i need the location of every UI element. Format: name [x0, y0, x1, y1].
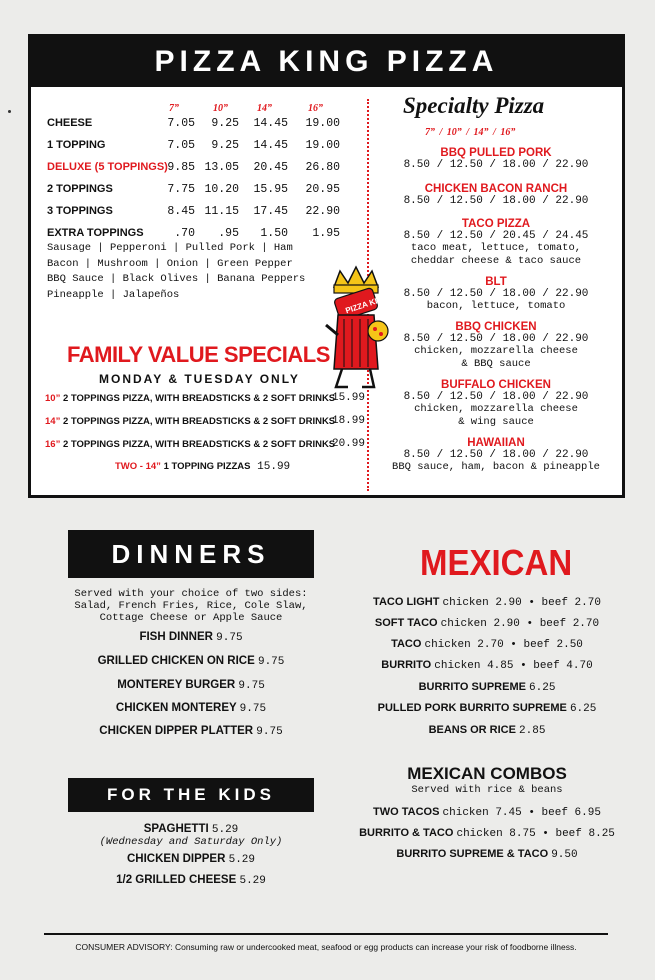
- mexican-price: 6.25: [569, 703, 597, 715]
- dinner-price: 9.75: [216, 632, 243, 644]
- price-cell: 20.95: [305, 183, 340, 196]
- combo-name: BURRITO & TACO: [359, 827, 454, 839]
- mexican-price: 2.85: [519, 725, 546, 737]
- specialty-desc: taco meat, lettuce, tomato,: [410, 242, 582, 254]
- specialty-name: BUFFALO CHICKEN: [441, 379, 551, 391]
- row-label: 2 TOPPINGS: [47, 183, 113, 195]
- price-cell: 7.75: [167, 183, 195, 196]
- specialty-name: BBQ CHICKEN: [455, 321, 537, 333]
- special-price: 18.99: [331, 415, 365, 427]
- dinners-desc-line: Cottage Cheese or Apple Sauce: [99, 612, 283, 624]
- size-header-10: 10”: [213, 103, 228, 114]
- price-cell: 1.95: [312, 227, 340, 240]
- combo-name: BURRITO SUPREME & TACO: [396, 848, 549, 860]
- mexican-name: TACO LIGHT: [373, 596, 440, 608]
- dinner-name: MONTEREY BURGER: [117, 679, 236, 691]
- advisory-divider: [44, 933, 608, 935]
- special-text: 2 TOPPINGS PIZZA, WITH BREADSTICKS & 2 SOFT DRINKS: [62, 393, 336, 404]
- kids-name: SPAGHETTI: [143, 823, 209, 835]
- size-header-14: 14”: [257, 103, 272, 114]
- mexican-item: [342, 681, 632, 694]
- specialty-price: 8.50 / 12.50 / 18.00 / 22.90: [403, 159, 589, 171]
- toppings-line: Bacon | Mushroom | Onion | Green Pepper: [47, 257, 293, 270]
- mexican-name: TACO: [391, 638, 422, 650]
- size-header-16: 16”: [308, 103, 323, 114]
- special-size: 10”: [45, 393, 61, 404]
- price-cell: 20.45: [253, 161, 288, 174]
- specialty-item: [371, 147, 621, 171]
- price-cell: 9.25: [211, 139, 239, 152]
- mexican-name: BURRITO: [381, 659, 432, 671]
- mexican-price: chicken 4.85 • beef 4.70: [434, 660, 593, 672]
- price-cell: 13.05: [204, 161, 239, 174]
- special-size: 16”: [45, 439, 61, 450]
- price-cell: 26.80: [305, 161, 340, 174]
- mexican-item: [342, 659, 632, 672]
- specialty-name: BLT: [485, 276, 507, 288]
- dinner-name: CHICKEN MONTEREY: [115, 702, 237, 714]
- dinner-item: [60, 725, 322, 738]
- combo-name: TWO TACOS: [373, 806, 440, 818]
- specialty-price: 8.50 / 12.50 / 18.00 / 22.90: [403, 288, 589, 300]
- toppings-line: BBQ Sauce | Black Olives | Banana Peppers: [47, 273, 306, 285]
- dinner-item: [60, 631, 322, 644]
- special-text: 1 TOPPING PIZZAS: [163, 461, 251, 472]
- dinner-item: [60, 702, 322, 715]
- price-cell: 19.00: [305, 139, 340, 152]
- price-cell: 9.85: [167, 161, 195, 174]
- specialty-name: TACO PIZZA: [461, 218, 531, 230]
- kids-name: 1/2 GRILLED CHEESE: [116, 874, 237, 886]
- specialty-item: [371, 321, 621, 371]
- price-cell: 19.00: [305, 117, 340, 130]
- mexican-name: BURRITO SUPREME: [418, 681, 526, 693]
- combo-item: [342, 848, 632, 861]
- kids-price: 5.29: [211, 824, 239, 836]
- specialty-item: [371, 379, 621, 429]
- combo-price: 9.50: [551, 849, 578, 861]
- specialty-price: 8.50 / 12.50 / 18.00 / 22.90: [403, 391, 589, 403]
- mexican-item: [342, 617, 632, 630]
- mexican-item: [342, 638, 632, 651]
- family-special-row: [115, 461, 290, 473]
- specialty-desc: BBQ sauce, ham, bacon & pineapple: [392, 461, 600, 473]
- price-cell: 11.15: [204, 205, 239, 218]
- price-cell: 7.05: [167, 139, 195, 152]
- mexican-price: chicken 2.90 • beef 2.70: [440, 618, 600, 630]
- price-cell: 17.45: [253, 205, 288, 218]
- price-cell: .70: [174, 227, 195, 240]
- price-cell: 7.05: [167, 117, 195, 130]
- dinners-desc-line: Served with your choice of two sides:: [74, 588, 308, 600]
- price-cell: 15.95: [253, 183, 288, 196]
- specialty-item: [371, 437, 621, 474]
- kids-note: (Wednesday and Saturday Only): [99, 836, 283, 848]
- combo-price: chicken 7.45 • beef 6.95: [442, 807, 601, 819]
- mexican-name: SOFT TACO: [374, 617, 438, 629]
- specialty-desc: & wing sauce: [458, 416, 534, 428]
- mexican-title: MEXICAN: [420, 542, 573, 583]
- dinner-price: 9.75: [238, 680, 265, 692]
- specialty-desc: bacon, lettuce, tomato: [426, 300, 566, 312]
- row-label: EXTRA TOPPINGS: [47, 227, 144, 239]
- price-cell: 22.90: [305, 205, 340, 218]
- family-specials-title: FAMILY VALUE SPECIALS: [67, 342, 330, 367]
- family-special-row: [45, 439, 365, 450]
- table-row: [47, 117, 357, 137]
- price-cell: 10.20: [204, 183, 239, 196]
- price-cell: 14.45: [253, 139, 288, 152]
- toppings-list: [47, 241, 347, 303]
- mexican-item: [342, 702, 632, 715]
- specialty-name: HAWAIIAN: [467, 437, 525, 449]
- advisory-text: Consuming raw or undercooked meat, seafood or egg products can increase your risk of foodborne illness.: [174, 942, 577, 952]
- mexican-price: chicken 2.70 • beef 2.50: [424, 639, 583, 651]
- special-text: 2 TOPPINGS PIZZA, WITH BREADSTICKS & 2 SOFT DRINKS: [62, 416, 336, 427]
- dinner-item: [60, 655, 322, 668]
- kids-name: CHICKEN DIPPER: [126, 853, 226, 865]
- specialty-desc: cheddar cheese & taco sauce: [410, 255, 582, 267]
- family-special-row: [45, 416, 365, 427]
- combo-item: [342, 827, 632, 840]
- family-specials-subtitle: MONDAY & TUESDAY ONLY: [99, 372, 300, 386]
- specialty-desc: chicken, mozzarella cheese: [414, 345, 578, 357]
- dinner-price: 9.75: [257, 656, 285, 668]
- speck: [8, 110, 11, 113]
- row-label: CHEESE: [47, 117, 93, 129]
- kids-price: 5.29: [228, 854, 255, 866]
- table-row: [47, 183, 357, 203]
- special-size: 14”: [45, 416, 61, 427]
- special-price: 15.99: [257, 461, 291, 473]
- kids-item: [60, 823, 322, 836]
- combos-subtitle: Served with rice & beans: [411, 784, 563, 796]
- specialty-price: 8.50 / 12.50 / 20.45 / 24.45: [403, 230, 589, 242]
- specialty-desc: chicken, mozzarella cheese: [414, 403, 578, 415]
- price-cell: 14.45: [253, 117, 288, 130]
- dinner-name: FISH DINNER: [139, 631, 213, 643]
- price-cell: 9.25: [211, 117, 239, 130]
- svg-text:PIZZA KING: PIZZA KING: [344, 292, 390, 316]
- kids-price: 5.29: [239, 875, 266, 887]
- mexican-price: 6.25: [529, 682, 556, 694]
- table-row: [47, 161, 357, 181]
- mexican-price: chicken 2.90 • beef 2.70: [442, 597, 601, 609]
- toppings-line: Pineapple | Jalapeños: [47, 288, 180, 301]
- mexican-name: BEANS OR RICE: [428, 724, 516, 736]
- pizza-section: [28, 34, 625, 498]
- special-price: 20.99: [331, 438, 365, 450]
- toppings-line: Sausage | Pepperoni | Pulled Pork | Ham: [47, 242, 293, 254]
- dinners-desc-line: Salad, French Fries, Rice, Cole Slaw,: [74, 600, 308, 612]
- kids-item: [60, 853, 322, 866]
- dinner-name: GRILLED CHICKEN ON RICE: [97, 655, 255, 667]
- combos-title: MEXICAN COMBOS: [407, 764, 567, 783]
- table-row: [47, 139, 357, 159]
- size-header-7: 7”: [169, 103, 179, 114]
- dinner-price: 9.75: [239, 703, 267, 715]
- specialty-item: [371, 183, 621, 207]
- price-cell: 8.45: [167, 205, 195, 218]
- row-label: 1 TOPPING: [47, 139, 106, 151]
- dinners-title: DINNERS: [68, 530, 314, 578]
- special-text: 2 TOPPINGS PIZZA, WITH BREADSTICKS & 2 SOFT DRINKS: [62, 439, 336, 450]
- table-row: [47, 205, 357, 225]
- specialty-item: [371, 218, 621, 268]
- mexican-item: [342, 596, 632, 609]
- dinner-item: [60, 679, 322, 692]
- dinner-name: CHICKEN DIPPER PLATTER: [99, 725, 254, 737]
- advisory-label: CONSUMER ADVISORY:: [75, 942, 173, 952]
- row-label: 3 TOPPINGS: [47, 205, 113, 217]
- kids-item: [60, 874, 322, 887]
- pizza-title: PIZZA KING PIZZA: [31, 37, 622, 87]
- combo-item: [342, 806, 632, 819]
- specialty-desc: & BBQ sauce: [461, 358, 531, 370]
- row-label: DELUXE (5 TOPPINGS): [47, 161, 168, 173]
- specialty-price: 8.50 / 12.50 / 18.00 / 22.90: [403, 449, 589, 461]
- dinner-price: 9.75: [256, 726, 283, 738]
- special-size: TWO - 14”: [115, 461, 161, 472]
- special-price: 15.99: [331, 392, 365, 404]
- mexican-name: PULLED PORK BURRITO SUPREME: [377, 702, 567, 714]
- specialty-name: BBQ PULLED PORK: [440, 147, 552, 159]
- specialty-price: 8.50 / 12.50 / 18.00 / 22.90: [403, 333, 589, 345]
- combo-price: chicken 8.75 • beef 8.25: [456, 828, 615, 840]
- specialty-price: 8.50 / 12.50 / 18.00 / 22.90: [403, 195, 589, 207]
- specialty-sizes: 7” / 10” / 14” / 16”: [425, 127, 516, 138]
- price-cell: .95: [218, 227, 239, 240]
- consumer-advisory: [44, 942, 608, 952]
- mexican-item: [342, 724, 632, 737]
- price-cell: 1.50: [260, 227, 288, 240]
- specialty-name: CHICKEN BACON RANCH: [424, 183, 568, 195]
- specialty-title: Specialty Pizza: [403, 93, 545, 118]
- dinners-description: [60, 588, 322, 624]
- specialty-item: [371, 276, 621, 313]
- kids-title: FOR THE KIDS: [68, 778, 314, 812]
